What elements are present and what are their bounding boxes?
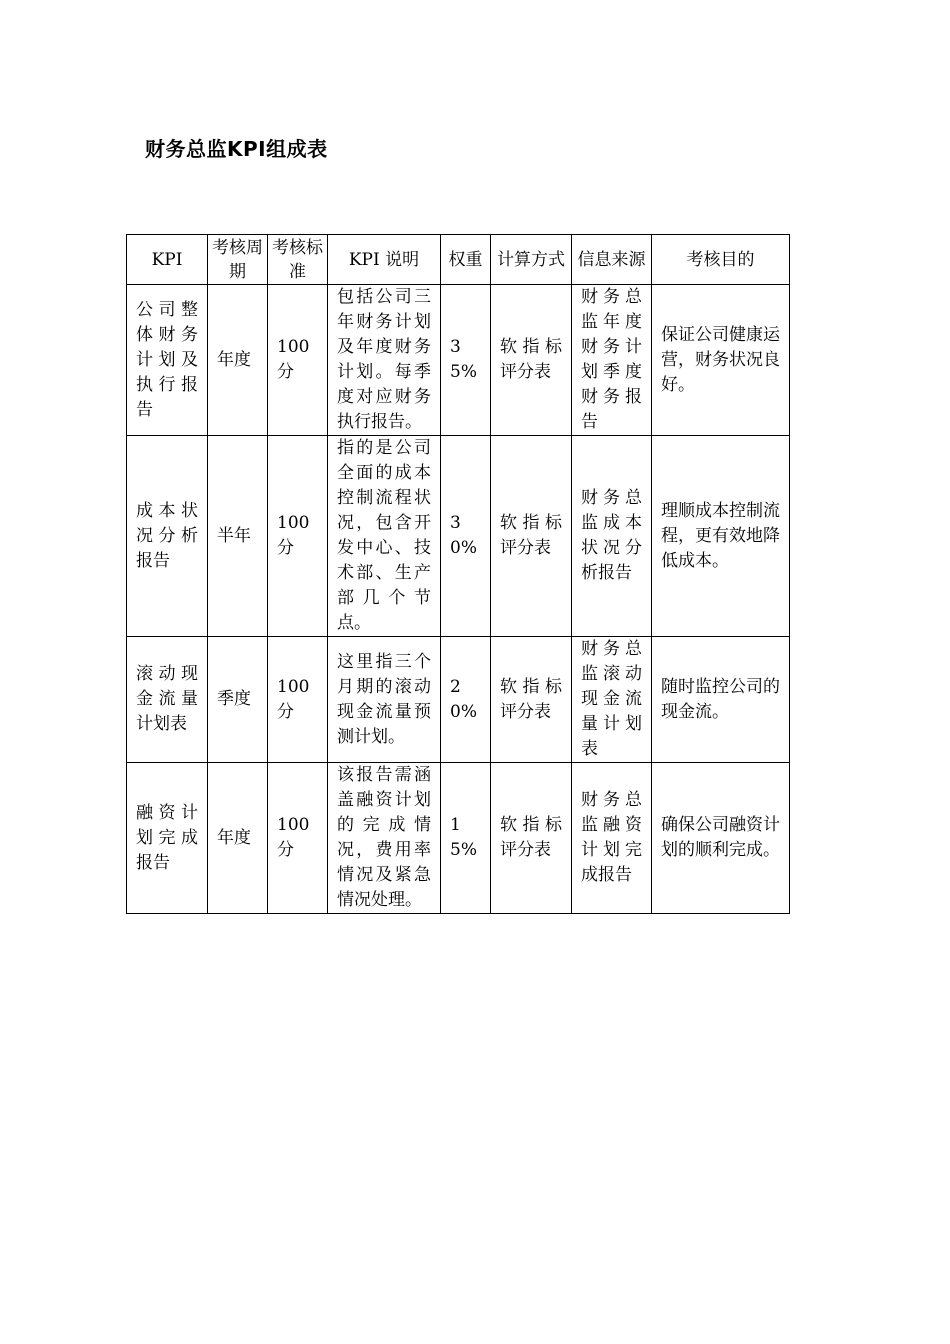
cell-kpi: 融资计划完成报告 — [127, 763, 208, 914]
table-row — [127, 637, 790, 763]
cell-standard: 100分 — [268, 637, 328, 763]
cell-weight: 20% — [441, 637, 491, 763]
cell-description: 包括公司三年财务计划及年度财务计划。每季度对应财务执行报告。 — [328, 285, 441, 436]
cell-weight: 15% — [441, 763, 491, 914]
cell-method: 软指标评分表 — [491, 436, 572, 637]
header-description: KPI 说明 — [328, 235, 441, 285]
cell-purpose: 保证公司健康运营，财务状况良好。 — [652, 285, 790, 436]
cell-kpi: 滚动现金流量计划表 — [127, 637, 208, 763]
cell-source: 财务总监滚动现金流量计划表 — [572, 637, 652, 763]
cell-weight: 35% — [441, 285, 491, 436]
cell-standard: 100分 — [268, 285, 328, 436]
cell-source: 财务总监年度财务计划季度财务报告 — [572, 285, 652, 436]
cell-weight: 30% — [441, 436, 491, 637]
cell-kpi: 公司整体财务计划及执行报告 — [127, 285, 208, 436]
header-method: 计算方式 — [491, 235, 572, 285]
table-header-row — [127, 235, 790, 285]
kpi-table — [126, 234, 790, 914]
cell-purpose: 随时监控公司的现金流。 — [652, 637, 790, 763]
cell-method: 软指标评分表 — [491, 763, 572, 914]
cell-period: 季度 — [208, 637, 268, 763]
cell-purpose: 确保公司融资计划的顺利完成。 — [652, 763, 790, 914]
header-source: 信息来源 — [572, 235, 652, 285]
header-standard: 考核标准 — [268, 235, 328, 285]
cell-method: 软指标评分表 — [491, 285, 572, 436]
header-weight: 权重 — [441, 235, 491, 285]
table-row — [127, 763, 790, 914]
table-row — [127, 436, 790, 637]
header-purpose: 考核目的 — [652, 235, 790, 285]
header-kpi: KPI — [127, 235, 208, 285]
cell-description: 指的是公司全面的成本控制流程状况，包含开发中心、技术部、生产部几个节点。 — [328, 436, 441, 637]
cell-method: 软指标评分表 — [491, 637, 572, 763]
table-row — [127, 285, 790, 436]
cell-source: 财务总监成本状况分析报告 — [572, 436, 652, 637]
cell-period: 半年 — [208, 436, 268, 637]
cell-standard: 100分 — [268, 763, 328, 914]
page-title: 财务总监KPI组成表 — [145, 137, 328, 161]
cell-description: 这里指三个月期的滚动现金流量预测计划。 — [328, 637, 441, 763]
cell-source: 财务总监融资计划完成报告 — [572, 763, 652, 914]
cell-period: 年度 — [208, 285, 268, 436]
cell-standard: 100分 — [268, 436, 328, 637]
cell-period: 年度 — [208, 763, 268, 914]
header-period: 考核周期 — [208, 235, 268, 285]
cell-purpose: 理顺成本控制流程，更有效地降低成本。 — [652, 436, 790, 637]
cell-description: 该报告需涵盖融资计划的完成情况，费用率情况及紧急情况处理。 — [328, 763, 441, 914]
cell-kpi: 成本状况分析报告 — [127, 436, 208, 637]
